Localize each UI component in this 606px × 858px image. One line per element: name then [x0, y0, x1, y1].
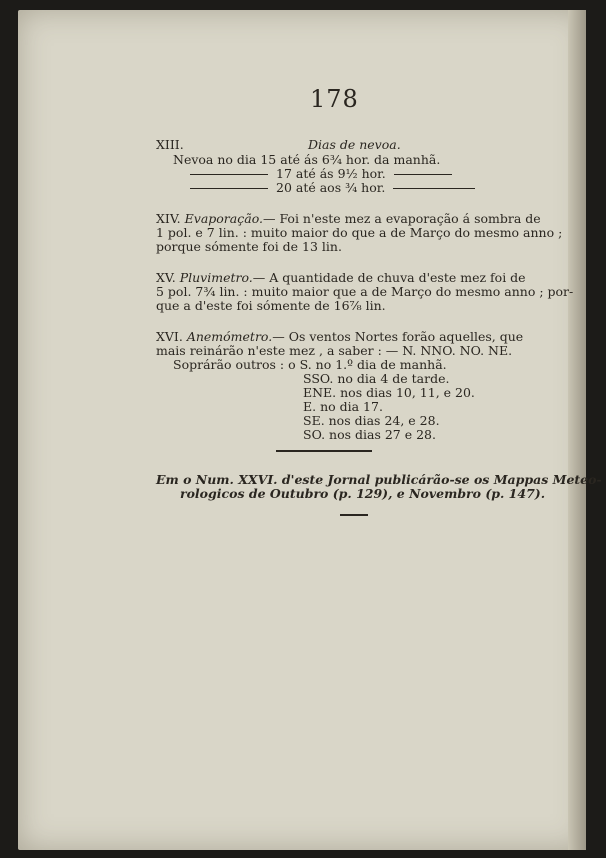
section-xv-line2: 5 pol. 7¾ lin. : muito maior que a de Março do mesmo anno ; por-: [156, 284, 574, 299]
section-xiii-line1: Nevoa no dia 15 até ás 6¾ hor. da manhã.: [173, 152, 441, 167]
ditto-dash: [190, 188, 268, 189]
ditto-dash: [393, 188, 475, 189]
ditto-dash: [394, 174, 452, 175]
wind-entry: SE. nos dias 24, e 28.: [303, 413, 440, 428]
note-line2: rologicos de Outubro (p. 129), e Novembro (p. 147).: [180, 486, 546, 501]
page-text: [18, 10, 602, 850]
section-xv-line3: que a d'este foi sómente de 16⅞ lin.: [156, 298, 386, 313]
book-page: [18, 10, 602, 850]
section-xvi-number: XVI.: [156, 329, 183, 344]
section-xiv-line1: [156, 212, 541, 226]
end-ornament: [340, 514, 368, 516]
section-xiv-number: XIV.: [156, 211, 181, 226]
ditto-dash: [190, 174, 268, 175]
wind-entry: SO. nos dias 27 e 28.: [303, 427, 436, 442]
section-divider: [276, 450, 372, 452]
section-xvi-text1: — Os ventos Nortes forão aquelles, que: [272, 329, 524, 344]
section-xvi-line3: Soprárão outros : o S. no 1.º dia de manhã.: [173, 357, 447, 372]
page-number: 178: [310, 85, 359, 113]
section-xvi-line2: mais reinárão n'este mez , a saber : — N. NNO. NO. NE.: [156, 343, 513, 358]
wind-entry: E. no dia 17.: [303, 399, 383, 414]
section-xv-text1: — A quantidade de chuva d'este mez foi de: [252, 270, 526, 285]
section-xiv-title: Evaporação.: [184, 211, 263, 226]
section-xiii-line2: [190, 167, 452, 181]
section-xv-number: XV.: [156, 270, 176, 285]
section-xiv-line3: porque sómente foi de 13 lin.: [156, 239, 342, 254]
section-xiii-title: Dias de nevoa.: [308, 137, 401, 152]
section-xv-title: Pluvimetro.: [179, 270, 253, 285]
note-line1: Em o Num. XXVI. d'este Jornal publicárão-se os Mappas Meteo-: [156, 472, 602, 487]
section-xv-line1: [156, 271, 526, 285]
section-xiv-line2: 1 pol. e 7 lin. : muito maior do que a de Março do mesmo anno ;: [156, 225, 563, 240]
section-xiii-line2-text: 17 até ás 9½ hor.: [276, 166, 386, 181]
section-xiii-line3: [190, 181, 475, 195]
section-xiii-line3-text: 20 até aos ¾ hor.: [276, 180, 386, 195]
section-xvi-title: Anemómetro.: [186, 329, 273, 344]
wind-entry: SSO. no dia 4 de tarde.: [303, 371, 450, 386]
section-xiv-text1: — Foi n'este mez a evaporação á sombra de: [262, 211, 541, 226]
section-xiii-number: XIII.: [156, 137, 184, 152]
section-xvi-line1: [156, 330, 523, 344]
wind-entry: ENE. nos dias 10, 11, e 20.: [303, 385, 475, 400]
